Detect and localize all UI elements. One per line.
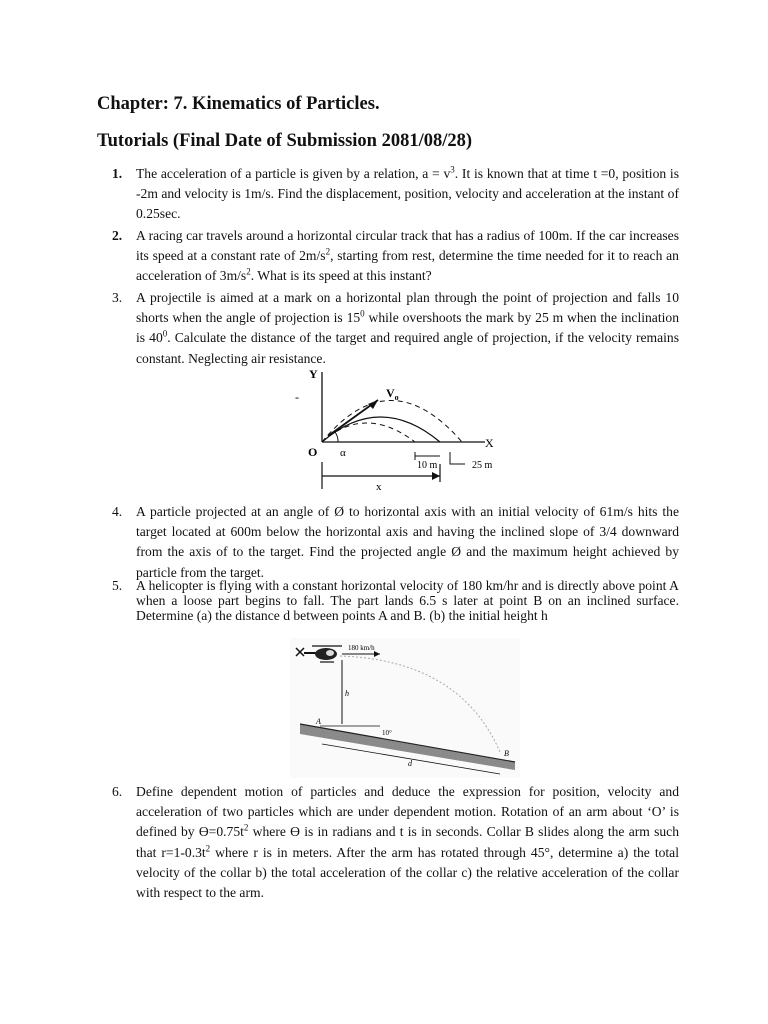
distance-d-label: d (408, 759, 412, 768)
chapter-title: Chapter: 7. Kinematics of Particles. (97, 94, 380, 114)
question-number: 3. (112, 290, 123, 305)
point-b-label: B (504, 749, 509, 758)
v0-label: $V_o$ (386, 386, 399, 402)
ten-m-label: 10 m (417, 460, 438, 471)
x-distance-label: x (376, 481, 382, 493)
alpha-label: α (340, 447, 346, 459)
question-4: 4. A particle projected at an angle of Ø to horizontal axis with an initial velocity of 61m/s hits the target located at 600m below the horizontal axis and having the inclined slope of 3/4 downward from the axis of to the target. Find the projected angle Ø and the maximum height achieved by particle from the target. (112, 504, 679, 580)
trajectory-low (322, 423, 415, 442)
trajectory-high (322, 401, 462, 443)
tutorial-heading: Tutorials (Final Date of Submission 2081/08/28) (97, 131, 473, 151)
question-1: 1. The acceleration of a particle is given by a relation, $a = v^3$. It is known that at time t =0, position is -2m and velocity is 1m/s. Find the displacement, position, velocity and acceleration at the instant of 0.25sec. (112, 164, 679, 222)
x-axis-label: X (485, 436, 494, 450)
question-number: 5. (112, 578, 123, 593)
angle-arc (335, 432, 338, 442)
question-number: 2. (112, 228, 123, 243)
twentyfive-m-label: 25 m (472, 460, 493, 471)
height-label: h (345, 689, 349, 698)
y-axis-label: Y (309, 367, 318, 381)
question-number: 4. (112, 504, 123, 519)
projectile-diagram (290, 364, 515, 494)
question-number: 6. (112, 784, 123, 799)
x-dist-arrow (432, 472, 440, 480)
origin-label: O (308, 445, 318, 459)
slope-angle-label: 10° (382, 729, 392, 737)
stray-mark: - (295, 390, 299, 404)
question-number: 1. (112, 166, 123, 181)
question-2: 2. A racing car travels around a horizontal circular track that has a radius of 100m. If the car increases its speed at a constant rate of $2m/s^2$, starting from rest, determine the time needed for it to reach an acceleration of $3m/s^2$. What is its speed at this instant? (112, 228, 679, 284)
helicopter-diagram (290, 638, 520, 778)
overshoot-marker (450, 452, 465, 464)
point-a-label: A (316, 717, 321, 726)
speed-label: 180 km/h (348, 644, 375, 652)
question-5: 5. A helicopter is flying with a constant horizontal velocity of 180 km/hr and is directly above point A when a loose part begins to fall. The part lands 6.5 s later at point B on an inclined surface. Determine (a) the distance d between points A and B. (b) the initial height h (112, 578, 679, 623)
question-3: 3. A projectile is aimed at a mark on a horizontal plan through the point of projection and falls 10 shorts when the angle of projection is $15^0$ while overshoots the mark by 25 m when the inclination is $40^0$. Calculate the distance of the target and required angle of projection, if the velocity remains constant. Neglecting air resistance. (112, 290, 679, 366)
velocity-arrowhead (368, 400, 378, 409)
question-6: 6. Define dependent motion of particles and deduce the expression for position, velocity and acceleration of two particles which are under dependent motion. Rotation of an arm about ‘O’ is defined by $ϴ=0.75t^2$ where ϴ is in radians and t is in seconds. Collar B slides along the arm such that $r=1-0.3t^2$ where r is in meters. After the arm has rotated through 45°, determine a) the total velocity of the collar b) the total acceleration of the collar c) the relative acceleration of the collar with respect to the arm. (112, 784, 680, 901)
